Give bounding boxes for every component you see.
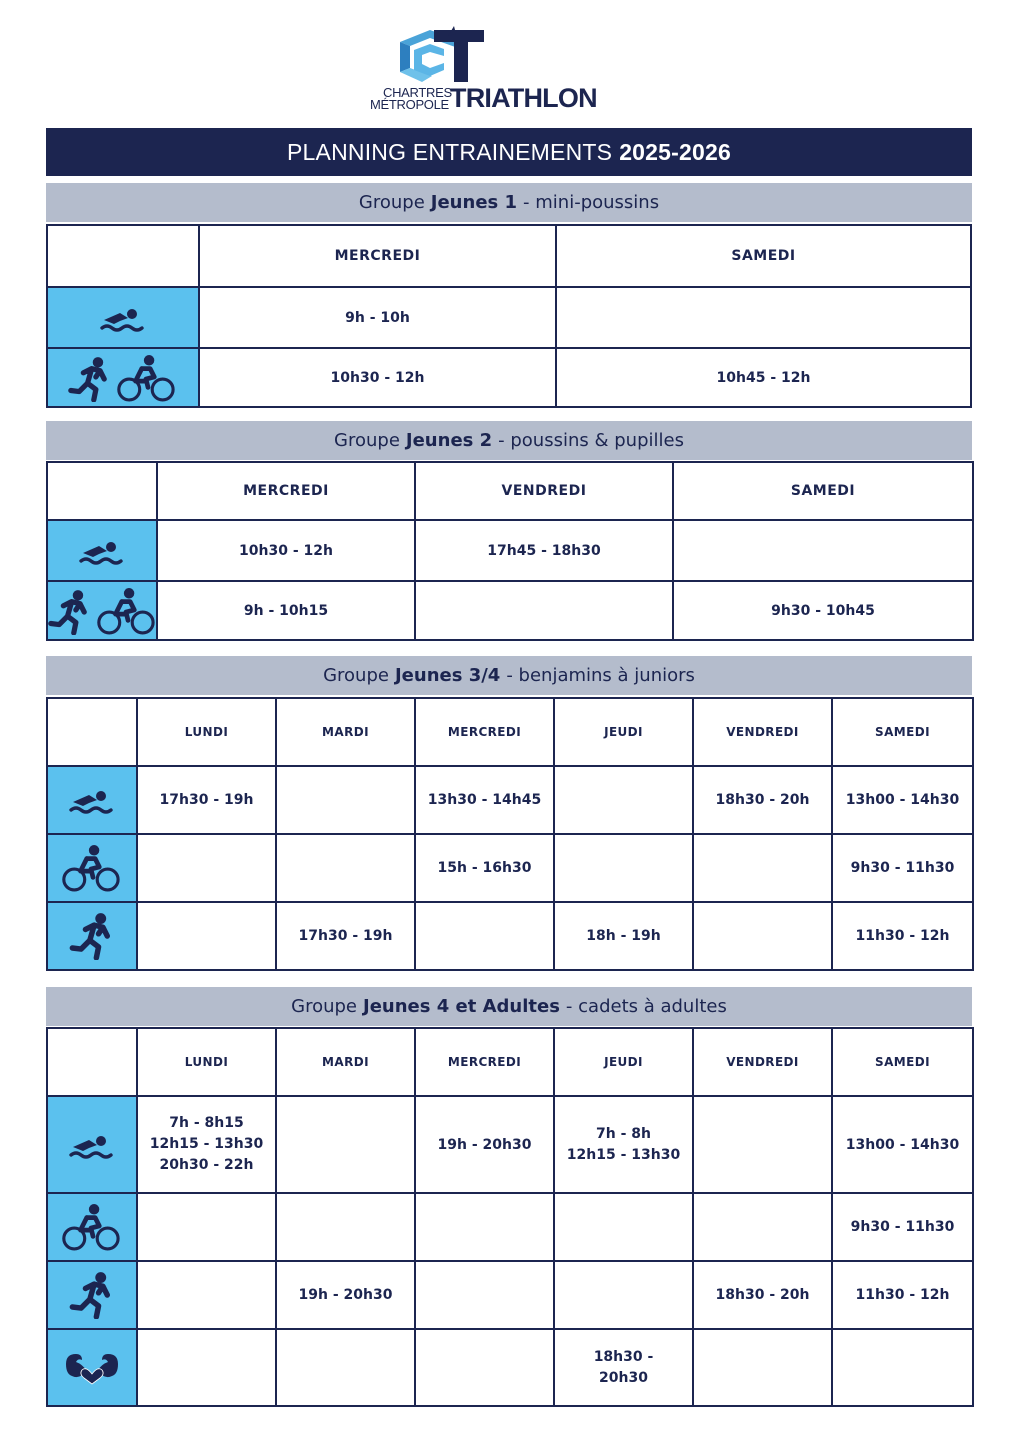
- time-slot-cell: [276, 1193, 415, 1261]
- time-slot-cell: 9h - 10h15: [157, 581, 415, 640]
- schedule-row: [47, 902, 973, 970]
- activity-icon-cell: [47, 834, 137, 902]
- time-slot-cell: [554, 834, 693, 902]
- group-3-header: [46, 656, 972, 695]
- group-header-name: Jeunes 3/4: [394, 665, 501, 686]
- time-slot-cell: [693, 902, 832, 970]
- day-header-mercredi: MERCREDI: [199, 225, 556, 287]
- schedule-row: [47, 1096, 973, 1193]
- day-header-lundi: LUNDI: [137, 698, 276, 766]
- day-header-mercredi: MERCREDI: [415, 698, 554, 766]
- swim-icon: [77, 537, 127, 565]
- page-title-prefix: PLANNING ENTRAINEMENTS: [287, 138, 613, 165]
- time-slot-line: 7h - 8h15: [169, 1115, 244, 1131]
- day-header-jeudi: JEUDI: [554, 698, 693, 766]
- club-logo: [370, 22, 610, 117]
- time-slot-cell: [693, 1193, 832, 1261]
- time-slot-cell: [276, 1096, 415, 1193]
- group-2-header: [46, 421, 972, 460]
- time-slot-cell: [415, 902, 554, 970]
- schedule-row: [47, 581, 973, 640]
- time-slot-cell: 18h30 - 20h: [693, 1261, 832, 1329]
- group-4-header: [46, 987, 972, 1026]
- time-slot-cell: [137, 902, 276, 970]
- activity-icon-cell: [47, 766, 137, 834]
- activity-icon-cell: [47, 287, 199, 348]
- time-slot-line: 20h30: [599, 1369, 648, 1386]
- group-1-header: [46, 183, 972, 222]
- bike-icon: [61, 1203, 123, 1251]
- time-slot-cell: 13h00 - 14h30: [832, 1096, 973, 1193]
- time-slot-cell: 17h30 - 19h: [137, 766, 276, 834]
- time-slot-cell: [415, 1193, 554, 1261]
- time-slot-cell: 9h30 - 11h30: [832, 1193, 973, 1261]
- day-header-mercredi: MERCREDI: [415, 1028, 554, 1096]
- logo-mark: [370, 22, 610, 84]
- activity-icon-cell: [47, 1329, 137, 1406]
- time-slot-cell: [832, 1329, 973, 1406]
- activity-icon-cell: [47, 581, 157, 640]
- time-slot-cell: [693, 1096, 832, 1193]
- time-slot-cell: 13h00 - 14h30: [832, 766, 973, 834]
- group-header-name: Jeunes 2: [405, 430, 493, 451]
- time-slot-cell: [554, 766, 693, 834]
- day-header-mercredi: MERCREDI: [157, 462, 415, 520]
- day-header-samedi: SAMEDI: [556, 225, 971, 287]
- time-slot-cell: [554, 1096, 693, 1193]
- swim-icon: [67, 786, 117, 814]
- run-icon: [64, 912, 120, 960]
- schedule-row: [47, 1261, 973, 1329]
- activity-icon-cell: [47, 902, 137, 970]
- time-slot-cell: 10h30 - 12h: [157, 520, 415, 581]
- day-header-vendredi: VENDREDI: [415, 462, 673, 520]
- day-header-lundi: LUNDI: [137, 1028, 276, 1096]
- group-header-name: Jeunes 1: [430, 192, 518, 213]
- time-slot-cell: [415, 1261, 554, 1329]
- schedule-row: [47, 287, 971, 348]
- time-slot-line: 12h15 - 13h30: [149, 1136, 264, 1152]
- time-slot-cell: 11h30 - 12h: [832, 1261, 973, 1329]
- time-slot-cell: 18h - 19h: [554, 902, 693, 970]
- time-slot-cell: [137, 1261, 276, 1329]
- schedule-row: [47, 1193, 973, 1261]
- time-slot-cell: 9h30 - 11h30: [832, 834, 973, 902]
- schedule-row: [47, 348, 971, 407]
- activity-icon-cell: [47, 520, 157, 581]
- time-slot-cell: 15h - 16h30: [415, 834, 554, 902]
- time-slot-line: 18h30 -: [593, 1348, 654, 1365]
- time-slot-cell: [554, 1193, 693, 1261]
- strength-icon: [64, 1350, 120, 1386]
- group-header-pre: Groupe: [334, 430, 400, 451]
- schedule-row: [47, 766, 973, 834]
- time-slot-cell: 19h - 20h30: [276, 1261, 415, 1329]
- time-slot-cell: [693, 1329, 832, 1406]
- day-header-samedi: SAMEDI: [832, 698, 973, 766]
- time-slot-line: 12h15 - 13h30: [566, 1146, 681, 1163]
- time-slot-cell: 10h30 - 12h: [199, 348, 556, 407]
- day-header-mardi: MARDI: [276, 1028, 415, 1096]
- run-bike-icon: [68, 354, 178, 402]
- day-header-row: [47, 1028, 973, 1096]
- time-slot-cell: [276, 834, 415, 902]
- time-slot-cell: 17h30 - 19h: [276, 902, 415, 970]
- corner-cell: [47, 1028, 137, 1096]
- group-header-post: - cadets à adultes: [565, 996, 727, 1017]
- time-slot-cell: 9h30 - 10h45: [673, 581, 973, 640]
- group-header-pre: Groupe: [323, 665, 389, 686]
- day-header-mardi: MARDI: [276, 698, 415, 766]
- time-slot-cell: [554, 1329, 693, 1406]
- activity-icon-cell: [47, 1193, 137, 1261]
- group-header-post: - benjamins à juniors: [506, 665, 695, 686]
- corner-cell: [47, 225, 199, 287]
- logo-brand: TRIATHLON: [450, 83, 597, 113]
- time-slot-cell: 17h45 - 18h30: [415, 520, 673, 581]
- time-slot-line: 7h - 8h: [596, 1125, 651, 1142]
- time-slot-cell: [276, 1329, 415, 1406]
- time-slot-cell: 18h30 - 20h: [693, 766, 832, 834]
- corner-cell: [47, 698, 137, 766]
- page-title: [46, 128, 972, 176]
- page-title-season: 2025-2026: [619, 138, 731, 165]
- time-slot-cell: 11h30 - 12h: [832, 902, 973, 970]
- activity-icon-cell: [47, 1261, 137, 1329]
- activity-icon-cell: [47, 348, 199, 407]
- time-slot-cell: [137, 1096, 276, 1193]
- group-1-table: [46, 224, 972, 408]
- swim-icon: [67, 1131, 117, 1159]
- logo-line-2: MÉTROPOLE: [370, 97, 449, 112]
- group-4-table: [46, 1027, 974, 1407]
- time-slot-cell: [554, 1261, 693, 1329]
- group-2-table: [46, 461, 974, 641]
- group-header-post: - mini-poussins: [523, 192, 660, 213]
- bike-icon: [61, 844, 123, 892]
- time-slot-line: 20h30 - 22h: [159, 1157, 254, 1173]
- day-header-jeudi: JEUDI: [554, 1028, 693, 1096]
- time-slot-cell: 10h45 - 12h: [556, 348, 971, 407]
- group-header-name: Jeunes 4 et Adultes: [363, 996, 560, 1017]
- time-slot-cell: [693, 834, 832, 902]
- day-header-vendredi: VENDREDI: [693, 1028, 832, 1096]
- day-header-row: [47, 225, 971, 287]
- time-slot-cell: 9h - 10h: [199, 287, 556, 348]
- time-slot-cell: [276, 766, 415, 834]
- time-slot-cell: [137, 1193, 276, 1261]
- run-bike-icon: [48, 587, 158, 635]
- time-slot-cell: [415, 581, 673, 640]
- time-slot-cell: [415, 1329, 554, 1406]
- group-3-table: [46, 697, 974, 971]
- schedule-row: [47, 520, 973, 581]
- schedule-row: [47, 834, 973, 902]
- group-header-post: - poussins & pupilles: [498, 430, 684, 451]
- run-icon: [64, 1271, 120, 1319]
- time-slot-cell: [137, 1329, 276, 1406]
- corner-cell: [47, 462, 157, 520]
- swim-icon: [98, 304, 148, 332]
- time-slot-cell: 19h - 20h30: [415, 1096, 554, 1193]
- day-header-samedi: SAMEDI: [673, 462, 973, 520]
- logo-line-1: CHARTRES: [383, 85, 452, 100]
- group-header-pre: Groupe: [291, 996, 357, 1017]
- day-header-row: [47, 698, 973, 766]
- time-slot-cell: [673, 520, 973, 581]
- time-slot-cell: [556, 287, 971, 348]
- activity-icon-cell: [47, 1096, 137, 1193]
- day-header-vendredi: VENDREDI: [693, 698, 832, 766]
- day-header-samedi: SAMEDI: [832, 1028, 973, 1096]
- schedule-row: [47, 1329, 973, 1406]
- time-slot-cell: [137, 834, 276, 902]
- time-slot-cell: 13h30 - 14h45: [415, 766, 554, 834]
- group-header-pre: Groupe: [358, 192, 425, 213]
- day-header-row: [47, 462, 973, 520]
